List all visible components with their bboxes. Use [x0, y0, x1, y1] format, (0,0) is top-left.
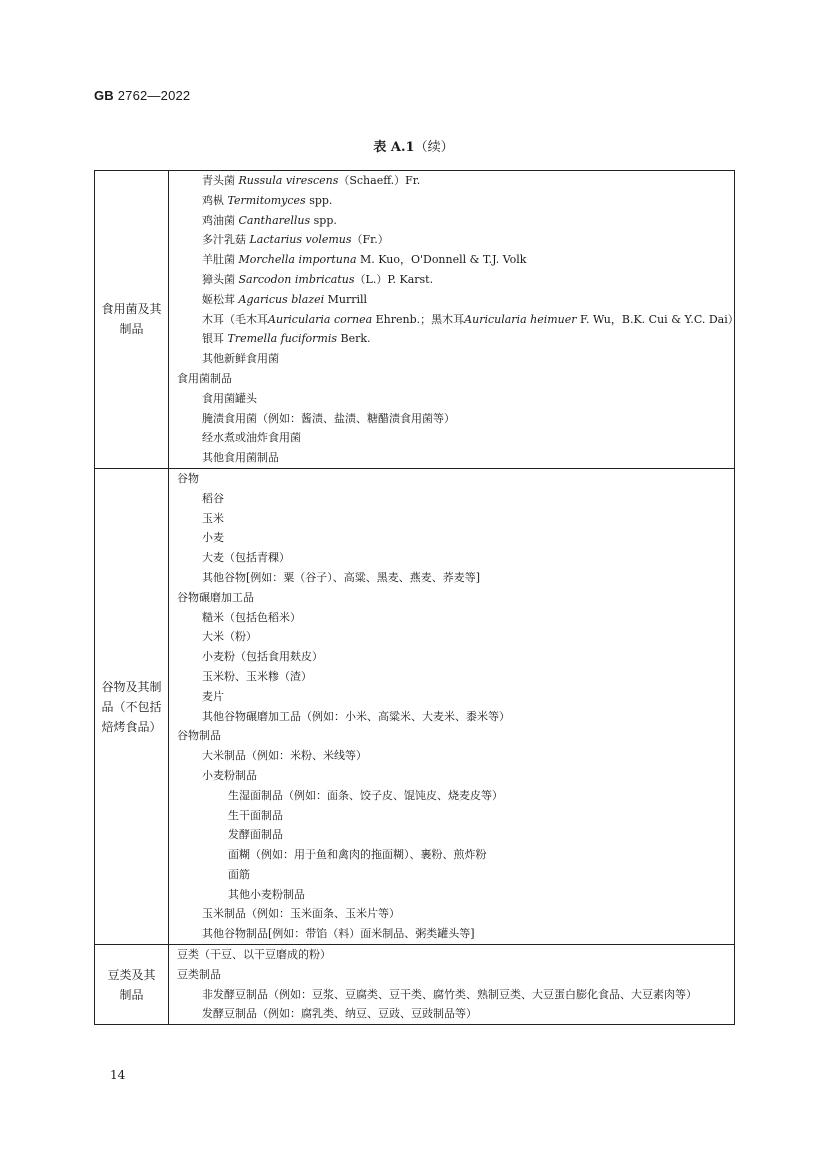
item-text: 其他小麦粉制品 — [228, 887, 305, 901]
item-text: 玉米制品（例如：玉米面条、玉米片等） — [202, 907, 400, 921]
food-item — [169, 349, 734, 369]
table-row — [95, 171, 735, 469]
standard-code: GB — [94, 88, 114, 103]
item-text: 糙米（包括色稻米） — [202, 610, 301, 624]
scientific-name: Auricularia heimuer — [464, 312, 577, 326]
food-item — [169, 250, 734, 270]
food-item — [169, 389, 734, 409]
category-label-line: 谷物及其制 — [101, 679, 162, 694]
scientific-name: Morchella importuna — [238, 253, 357, 267]
food-item — [169, 270, 734, 290]
category-cell — [95, 945, 169, 1025]
item-text: 生湿面制品（例如：面条、饺子皮、馄饨皮、烧麦皮等） — [228, 788, 503, 802]
food-item — [169, 746, 734, 766]
food-items-cell — [169, 468, 735, 944]
item-text: 青头菌 — [202, 174, 239, 187]
item-text: 生干面制品 — [228, 808, 283, 822]
item-text: 稻谷 — [202, 491, 224, 505]
item-text: 木耳（毛木耳 — [202, 312, 268, 326]
standard-header — [94, 88, 190, 103]
item-text: 其他谷物碾磨加工品（例如：小米、高粱米、大麦米、黍米等） — [202, 709, 510, 723]
standard-number: 2762—2022 — [117, 88, 191, 103]
category-cell — [95, 171, 169, 469]
item-text: 非发酵豆制品（例如：豆浆、豆腐类、豆干类、腐竹类、熟制豆类、大豆蛋白膨化食品、大豆素肉等） — [202, 987, 697, 1001]
category-label-line: 豆类及其 — [107, 967, 156, 982]
scientific-name: Tremella fuciformis — [227, 332, 338, 346]
food-item — [169, 310, 739, 330]
food-item — [169, 509, 734, 529]
food-item — [169, 428, 734, 448]
item-text: 面糊（例如：用于鱼和禽肉的拖面糊）、裹粉、煎炸粉 — [228, 848, 487, 862]
item-text: 鸡油菌 — [202, 213, 239, 227]
food-item — [169, 369, 734, 389]
food-category-table — [94, 170, 739, 1025]
category-label-line: 制品 — [119, 322, 144, 337]
item-text: 小麦 — [202, 531, 224, 545]
food-item — [169, 528, 734, 548]
item-text: 獐头菌 — [202, 272, 239, 286]
food-item — [169, 885, 734, 905]
item-text: 其他谷物[例如：粟（谷子）、高粱、黑麦、燕麦、荞麦等] — [202, 570, 481, 584]
table-caption — [0, 136, 827, 155]
table-continued-note: （续） — [414, 140, 454, 155]
item-text: 食用菌罐头 — [202, 391, 257, 405]
category-label-line: 制品 — [119, 987, 144, 1002]
food-item — [169, 667, 734, 687]
food-item — [169, 865, 734, 885]
item-text: 小麦粉制品 — [202, 768, 257, 782]
item-text: 羊肚菌 — [202, 253, 239, 267]
food-item — [169, 627, 734, 647]
item-text: 谷物 — [177, 471, 199, 485]
item-text: （Fr.） — [351, 233, 389, 247]
item-text: spp. — [310, 213, 337, 227]
table-row — [95, 468, 735, 944]
food-item — [169, 985, 734, 1005]
scientific-name: Russula virescens — [238, 174, 339, 187]
food-item — [169, 845, 734, 865]
item-text: 银耳 — [202, 332, 228, 346]
food-item — [169, 608, 734, 628]
item-text: 大米（粉） — [202, 630, 257, 644]
item-text: 谷物制品 — [177, 729, 221, 743]
food-item — [169, 191, 734, 211]
food-item — [169, 945, 734, 965]
scientific-name: Sarcodon imbricatus — [238, 272, 355, 286]
item-text: 大米制品（例如：米粉、米线等） — [202, 749, 367, 763]
item-text: 麦片 — [202, 689, 224, 703]
item-text: 食用菌制品 — [177, 371, 232, 385]
food-item — [169, 766, 734, 786]
scientific-name: Agaricus blazei — [238, 292, 325, 306]
category-label-line: 品（不包括 — [101, 699, 162, 714]
food-item — [169, 588, 734, 608]
food-item — [169, 904, 734, 924]
food-item — [169, 489, 734, 509]
food-item — [169, 1004, 734, 1024]
food-item — [169, 171, 734, 191]
scientific-name: Cantharellus — [238, 213, 311, 227]
food-item — [169, 924, 734, 944]
item-text: 面筋 — [228, 867, 250, 881]
item-text: 豆类（干豆、以干豆磨成的粉） — [177, 948, 331, 962]
food-item — [169, 469, 734, 489]
item-text: Berk. — [337, 332, 371, 346]
food-item — [169, 568, 734, 588]
food-item — [169, 290, 734, 310]
food-item — [169, 707, 734, 727]
item-text: 谷物碾磨加工品 — [177, 590, 254, 604]
item-text: 发酵面制品 — [228, 828, 283, 842]
item-text: 姬松茸 — [202, 292, 239, 306]
food-item — [169, 786, 734, 806]
item-text: 其他谷物制品[例如：带馅（料）面米制品、粥类罐头等] — [202, 927, 475, 941]
food-item — [169, 409, 734, 429]
item-text: 多汁乳菇 — [202, 233, 250, 247]
item-text: 鸡枞 — [202, 193, 228, 207]
item-text: 经水煮或油炸食用菌 — [202, 431, 301, 445]
food-item — [169, 448, 734, 468]
item-text: spp. — [305, 193, 333, 207]
food-item — [169, 548, 734, 568]
scientific-name: Lactarius volemus — [249, 233, 352, 247]
food-item — [169, 211, 734, 231]
item-text: 小麦粉（包括食用麸皮） — [202, 650, 323, 664]
food-item — [169, 806, 734, 826]
food-items-cell — [169, 945, 735, 1025]
item-text: 玉米粉、玉米糁（渣） — [202, 669, 312, 683]
item-text: 腌渍食用菌（例如：酱渍、盐渍、糖醋渍食用菌等） — [202, 411, 455, 425]
scientific-name: Auricularia cornea — [268, 312, 373, 326]
item-text: 豆类制品 — [177, 967, 221, 981]
food-item — [169, 687, 734, 707]
food-item — [169, 329, 734, 349]
item-text: （L.）P. Karst. — [354, 272, 434, 286]
item-text: （Schaeff.）Fr. — [338, 174, 421, 187]
page-number: 14 — [110, 1068, 126, 1082]
item-text: Murrill — [324, 292, 368, 306]
food-item — [169, 965, 734, 985]
table-row — [95, 945, 735, 1025]
food-item — [169, 230, 734, 250]
category-label-line: 焙烤食品） — [101, 719, 162, 734]
category-cell — [95, 468, 169, 944]
category-label-line: 食用菌及其 — [101, 302, 162, 317]
item-text: M. Kuo，O'Donnell & T.J. Volk — [356, 253, 527, 267]
table-label: 表 A.1 — [373, 140, 415, 155]
food-item — [169, 825, 734, 845]
item-text: 玉米 — [202, 511, 224, 525]
scientific-name: Termitomyces — [227, 193, 306, 207]
food-item — [169, 726, 734, 746]
item-text: 其他新鲜食用菌 — [202, 352, 279, 366]
item-text: 其他食用菌制品 — [202, 451, 279, 465]
food-item — [169, 647, 734, 667]
food-items-cell — [169, 171, 739, 469]
item-text: 发酵豆制品（例如：腐乳类、纳豆、豆豉、豆豉制品等） — [202, 1007, 477, 1021]
item-text: Ehrenb.；黑木耳 — [372, 312, 465, 326]
item-text: F. Wu，B.K. Cui & Y.C. Dai） — [576, 312, 739, 326]
item-text: 大麦（包括青稞） — [202, 551, 290, 565]
